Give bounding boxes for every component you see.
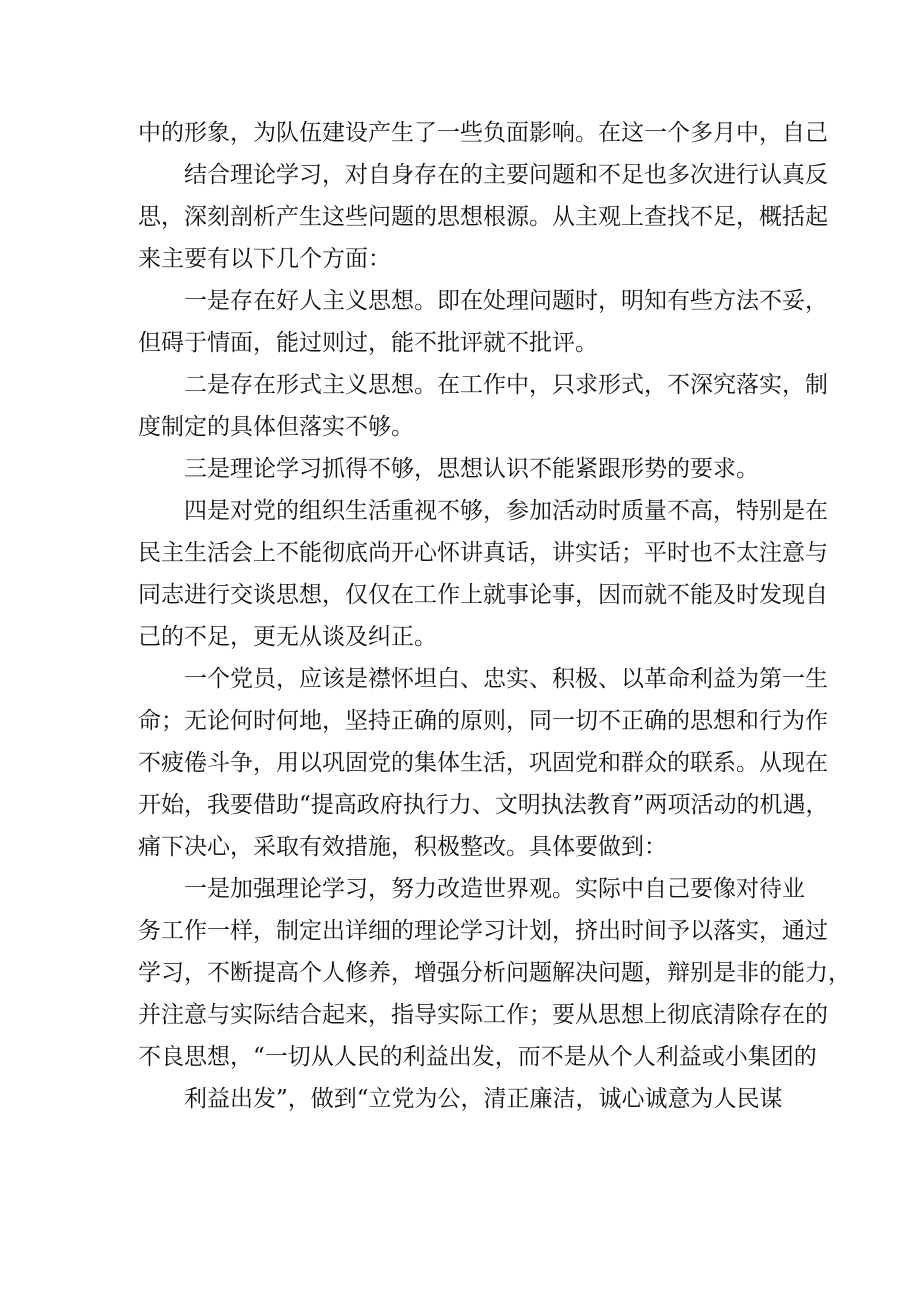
document-body — [138, 112, 851, 1120]
paragraph — [138, 1078, 798, 1120]
paragraph — [138, 280, 828, 364]
text-line: 来主要有以下几个方面： — [138, 246, 391, 272]
text-line: 三是理论学习抓得不够，思想认识不能紧跟形势的要求。 — [184, 456, 759, 482]
text-line: 民主生活会上不能彻底尚开心怀讲真话，讲实话；平时也不太注意与 — [138, 540, 828, 566]
paragraph — [138, 490, 828, 658]
paragraph — [138, 658, 829, 868]
text-line: 命；无论何时何地，坚持正确的原则，同一切不正确的思想和行为作 — [138, 708, 828, 734]
text-line: 四是对党的组织生活重视不够，参加活动时质量不高，特别是在 — [184, 498, 828, 524]
text-line: 并注意与实际结合起来，指导实际工作；要从思想上彻底清除存在的 — [138, 1002, 828, 1028]
text-line: 务工作一样，制定出详细的理论学习计划，挤出时间予以落实，通过 — [138, 918, 828, 944]
text-line: 不良思想，“一切从人民的利益出发，而不是从个人利益或小集团的 — [138, 1044, 817, 1070]
text-line: 一个党员，应该是襟怀坦白、忠实、积极、以革命利益为第一生 — [184, 666, 828, 692]
text-line: 但碍于情面，能过则过，能不批评就不批评。 — [138, 330, 598, 356]
text-line: 中的形象，为队伍建设产生了一些负面影响。在这一个多月中，自己 — [138, 120, 828, 146]
text-line: 思，深刻剖析产生这些问题的思想根源。从主观上查找不足，概括起 — [138, 204, 828, 230]
paragraph — [138, 868, 851, 1078]
text-line: 结合理论学习，对自身存在的主要问题和不足也多次进行认真反 — [184, 162, 828, 188]
text-line: 己的不足，更无从谈及纠正。 — [138, 624, 437, 650]
text-line: 度制定的具体但落实不够。 — [138, 414, 414, 440]
text-line: 一是存在好人主义思想。即在处理问题时，明知有些方法不妥， — [184, 288, 828, 314]
text-line: 不疲倦斗争，用以巩固党的集体生活，巩固党和群众的联系。从现在 — [138, 750, 828, 776]
text-line: 痛下决心，采取有效措施，积极整改。具体要做到： — [138, 834, 667, 860]
paragraph — [138, 112, 828, 154]
paragraph — [138, 364, 828, 448]
text-line: 二是存在形式主义思想。在工作中，只求形式，不深究落实，制 — [184, 372, 828, 398]
text-line: 一是加强理论学习，努力改造世界观。实际中自己要像对待业 — [184, 876, 805, 902]
text-line: 学习，不断提高个人修养，增强分析问题解决问题，辩别是非的能力， — [138, 960, 851, 986]
text-line: 开始，我要借助“提高政府执行力、文明执法教育”两项活动的机遇， — [138, 792, 829, 818]
text-line: 利益出发”，做到“立党为公，清正廉洁，诚心诚意为人民谋 — [184, 1086, 783, 1112]
paragraph — [138, 448, 798, 490]
paragraph — [138, 154, 828, 280]
text-line: 同志进行交谈思想，仅仅在工作上就事论事，因而就不能及时发现自 — [138, 582, 828, 608]
